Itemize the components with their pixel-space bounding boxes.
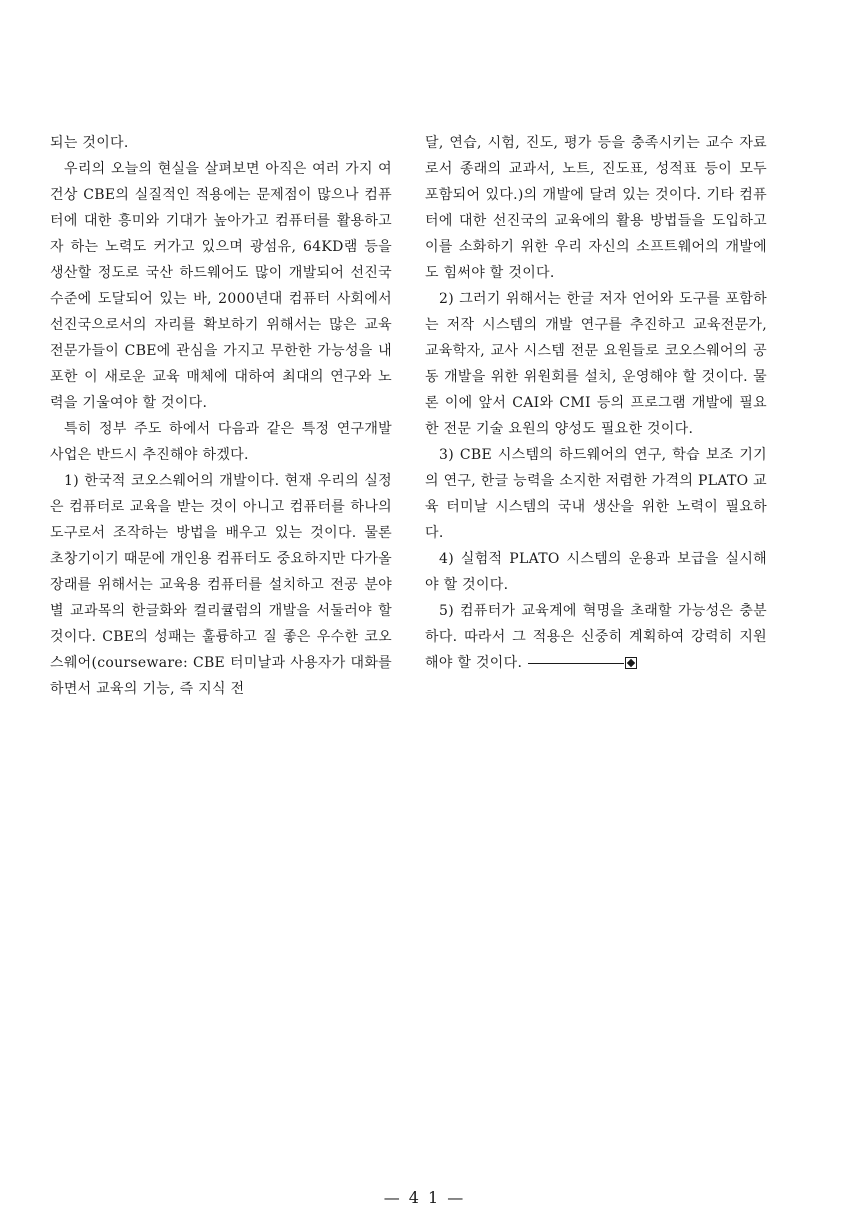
right-paragraph-2: 2) 그러기 위해서는 한글 저자 언어와 도구를 포함하는 저작 시스템의 개발 연구를 추진하고 교육전문가, 교육학자, 교사 시스템 전문 요원들로 코오스웨어의 공동 개발을 위한 위원회를 설치, 운영해야 할 것이다. 물론 이에 앞서 CAI와 CMI 등의 프로그램 개발에 필요한 전문 기술 요원의 양성도 필요한 것이다. [425, 291, 767, 437]
left-paragraph-2: 우리의 오늘의 현실을 살펴보면 아직은 여러 가지 여건상 CBE의 실질적인 적용에는 문제점이 많으나 컴퓨터에 대한 흥미와 기대가 높아가고 컴퓨터를 활용하고자 하는 노력도 커가고 있으며 광섬유, 64KD램 등을 생산할 정도로 국산 하드웨어도 많이 개발되어 선진국 수준에 도달되어 있는 바, 2000년대 컴퓨터 사회에서 선진국으로서의 자리를 확보하기 위해서는 많은 교육 전문가들이 CBE에 관심을 가지고 무한한 가능성을 내포한 이 새로운 교육 매체에 대하여 최대의 연구와 노력을 기울여야 할 것이다. [50, 161, 392, 411]
right-paragraph-1: 달, 연습, 시험, 진도, 평가 등을 충족시키는 교수 자료로서 종래의 교과서, 노트, 진도표, 성적표 등이 모두 포함되어 있다.)의 개발에 달려 있는 것이다. 기타 컴퓨터에 대한 선진국의 교육에의 활용 방법들을 도입하고 이를 소화하기 위한 우리 자신의 소프트웨어의 개발에도 힘써야 할 것이다. [425, 135, 767, 281]
end-of-article-mark [528, 657, 637, 669]
right-paragraph-3: 3) CBE 시스템의 하드웨어의 연구, 학습 보조 기기의 연구, 한글 능력을 소지한 저렴한 가격의 PLATO 교육 터미날 시스템의 국내 생산을 위한 노력이 필요하다. [425, 447, 767, 541]
right-paragraph-4: 4) 실험적 PLATO 시스템의 운용과 보급을 실시해야 할 것이다. [425, 551, 767, 593]
left-paragraph-3: 특히 정부 주도 하에서 다음과 같은 특정 연구개발 사업은 반드시 추진해야 하겠다. [50, 421, 392, 463]
right-column [425, 130, 767, 676]
diamond-end-icon [625, 657, 637, 669]
left-paragraph-4: 1) 한국적 코오스웨어의 개발이다. 현재 우리의 실정은 컴퓨터로 교육을 받는 것이 아니고 컴퓨터를 하나의 도구로서 조작하는 방법을 배우고 있는 것이다. 물론 초창기이기 때문에 개인용 컴퓨터도 중요하지만 다가올 장래를 위해서는 교육용 컴퓨터를 설치하고 전공 분야별 교과목의 한글화와 컬리큘럼의 개발을 서둘러야 할 것이다. CBE의 성패는 훌륭하고 질 좋은 우수한 코오스웨어(courseware: CBE 터미날과 사용자가 대화를 하면서 교육의 기능, 즉 지식 전 [50, 473, 392, 697]
end-line-divider [528, 663, 624, 664]
left-paragraph-1: 되는 것이다. [50, 135, 129, 151]
right-paragraph-5-text: 5) 컴퓨터가 교육계에 혁명을 초래할 가능성은 충분하다. 따라서 그 적용은 신중히 계획하여 강력히 지원해야 할 것이다. [425, 603, 767, 671]
page-number: — 4 1 — [383, 1188, 466, 1207]
right-paragraph-5 [425, 598, 767, 676]
left-column [50, 130, 392, 702]
